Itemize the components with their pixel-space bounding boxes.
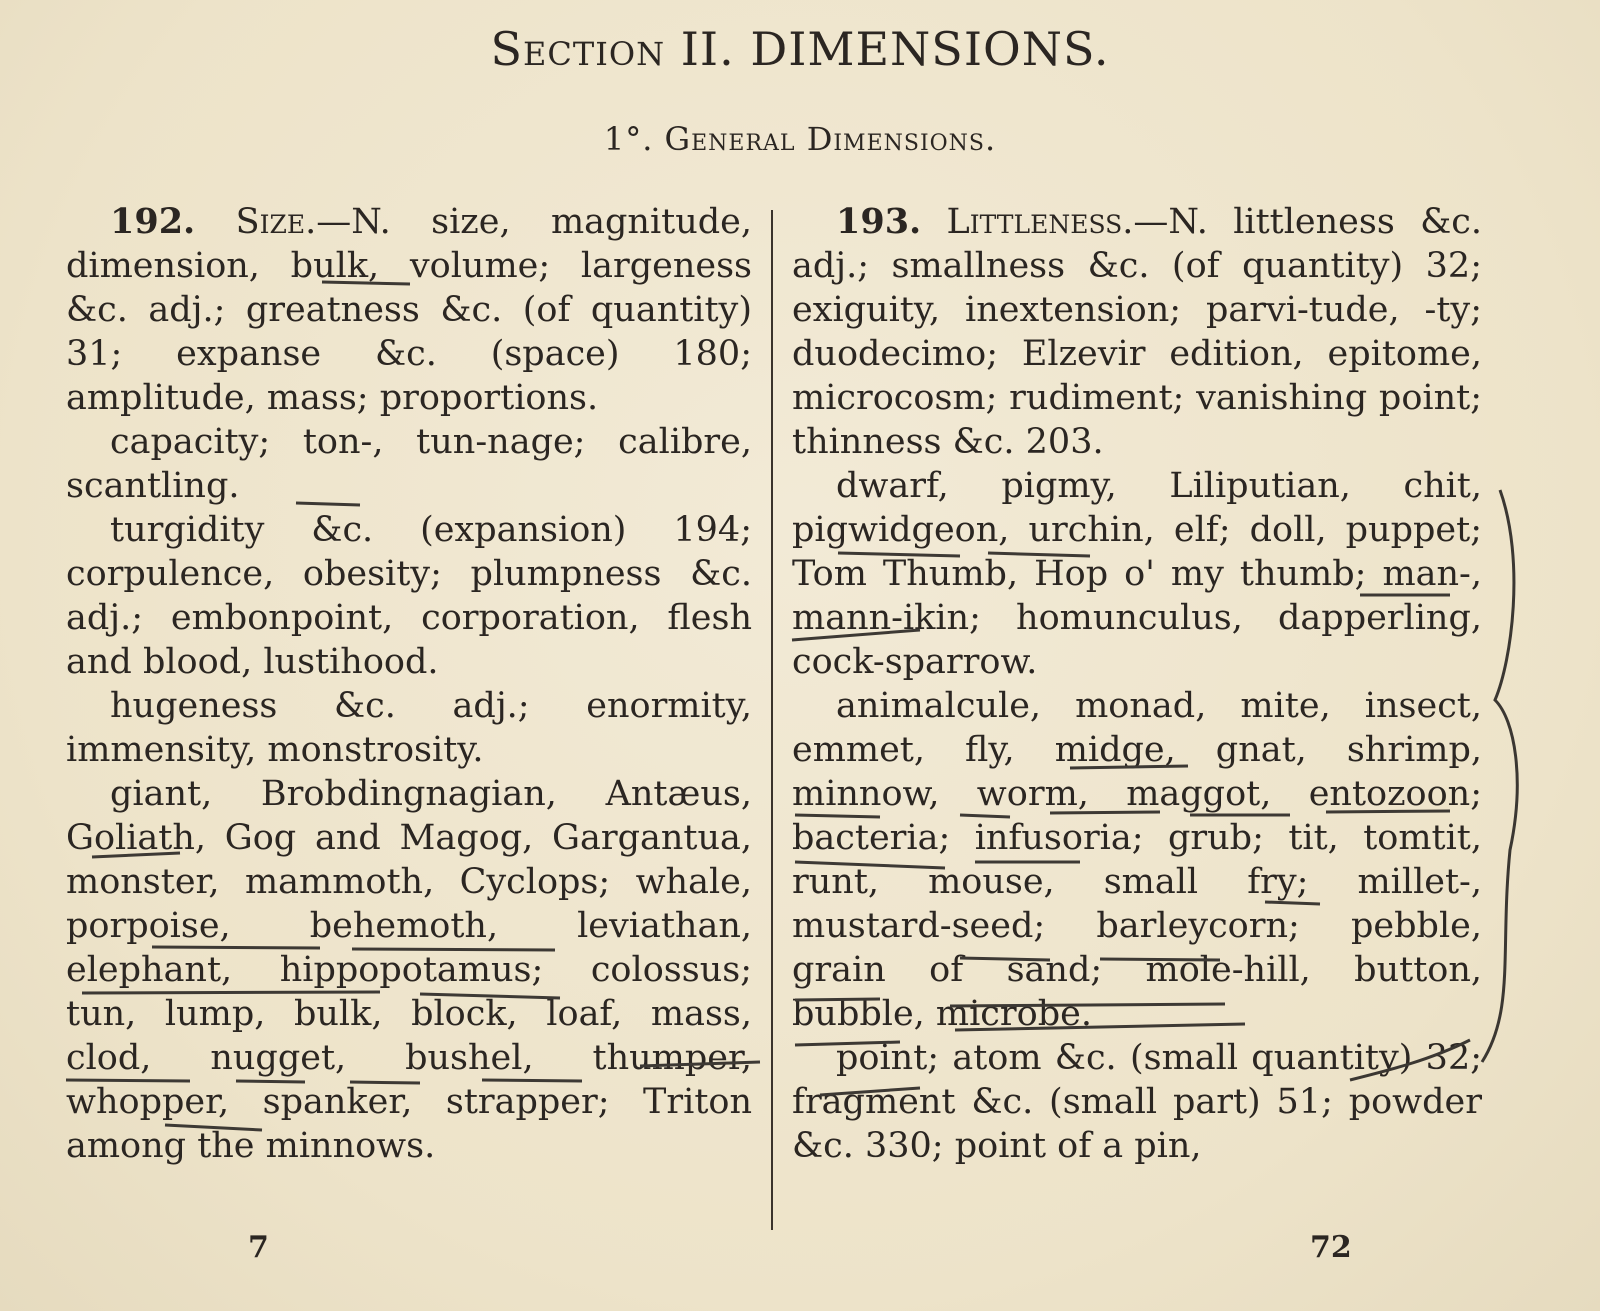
entry-number: 192. [110, 201, 196, 242]
entry-192-paragraph-4: hugeness &c. adj.; enormity, immensity, monstrosity. [66, 686, 752, 770]
section-title: Section II. DIMENSIONS. [490, 22, 1110, 76]
entry-heading: Littleness. [946, 202, 1134, 242]
entry-192-paragraph-2: capacity; ton-, tun-nage; calibre, scantling. [66, 422, 752, 506]
entry-193-paragraph-2: dwarf, pigmy, Liliputian, chit, pigwidgeon, urchin, elf; doll, puppet; Tom Thumb, Hop o' my thumb; man-, mann-ikin; homunculus, dapperling, cock-sparrow. [792, 466, 1482, 682]
column-divider [771, 210, 773, 1230]
entry-192-paragraph-1 [66, 200, 752, 420]
entry-heading: Size. [235, 202, 317, 242]
right-column [792, 200, 1482, 1168]
entry-193-paragraph-3: animalcule, monad, mite, insect, emmet, fly, midge, gnat, shrimp, minnow, worm, maggot, entozoon; bacteria; infusoria; grub; tit, tomtit, runt, mouse, small fry; millet-, mustard-seed; barleycorn; pebble, grain of sand; mole-hill, button, bubble, microbe. [792, 686, 1482, 1034]
entry-text: —N. size, magnitude, dimension, bulk, volume; largeness &c. adj.; greatness &c. (of quantity) 31; expanse &c. (space) 180; amplitude, mass; proportions. [66, 202, 752, 418]
bracket-mark [1482, 490, 1517, 1062]
entry-192-paragraph-3: turgidity &c. (expansion) 194; corpulence, obesity; plumpness &c. adj.; embonpoint, corporation, flesh and blood, lustihood. [66, 510, 752, 682]
page-number-right: 72 [1310, 1230, 1352, 1265]
entry-number: 193. [836, 201, 922, 242]
page-number-left: 7 [248, 1230, 269, 1265]
entry-193-paragraph-1 [792, 200, 1482, 464]
left-column [66, 200, 752, 1168]
entry-193-paragraph-4: point; atom &c. (small quantity) 32; fragment &c. (small part) 51; powder &c. 330; point of a pin, [792, 1038, 1482, 1166]
entry-text: —N. littleness &c. adj.; smallness &c. (of quantity) 32; exiguity, inextension; parvi-tude, -ty; duodecimo; Elzevir edition, epitome, microcosm; rudiment; vanishing point; thinness &c. 203. [792, 202, 1482, 462]
entry-192-paragraph-5: giant, Brobdingnagian, Antæus, Goliath, Gog and Magog, Gargantua, monster, mammoth, Cyclops; whale, porpoise, behemoth, leviathan, elephant, hippopotamus; colossus; tun, lump, bulk, block, loaf, mass, clod, nugget, bushel, thumper, whopper, spanker, strapper; Triton among the minnows. [66, 774, 752, 1166]
subsection-title: 1°. General Dimensions. [603, 120, 997, 158]
